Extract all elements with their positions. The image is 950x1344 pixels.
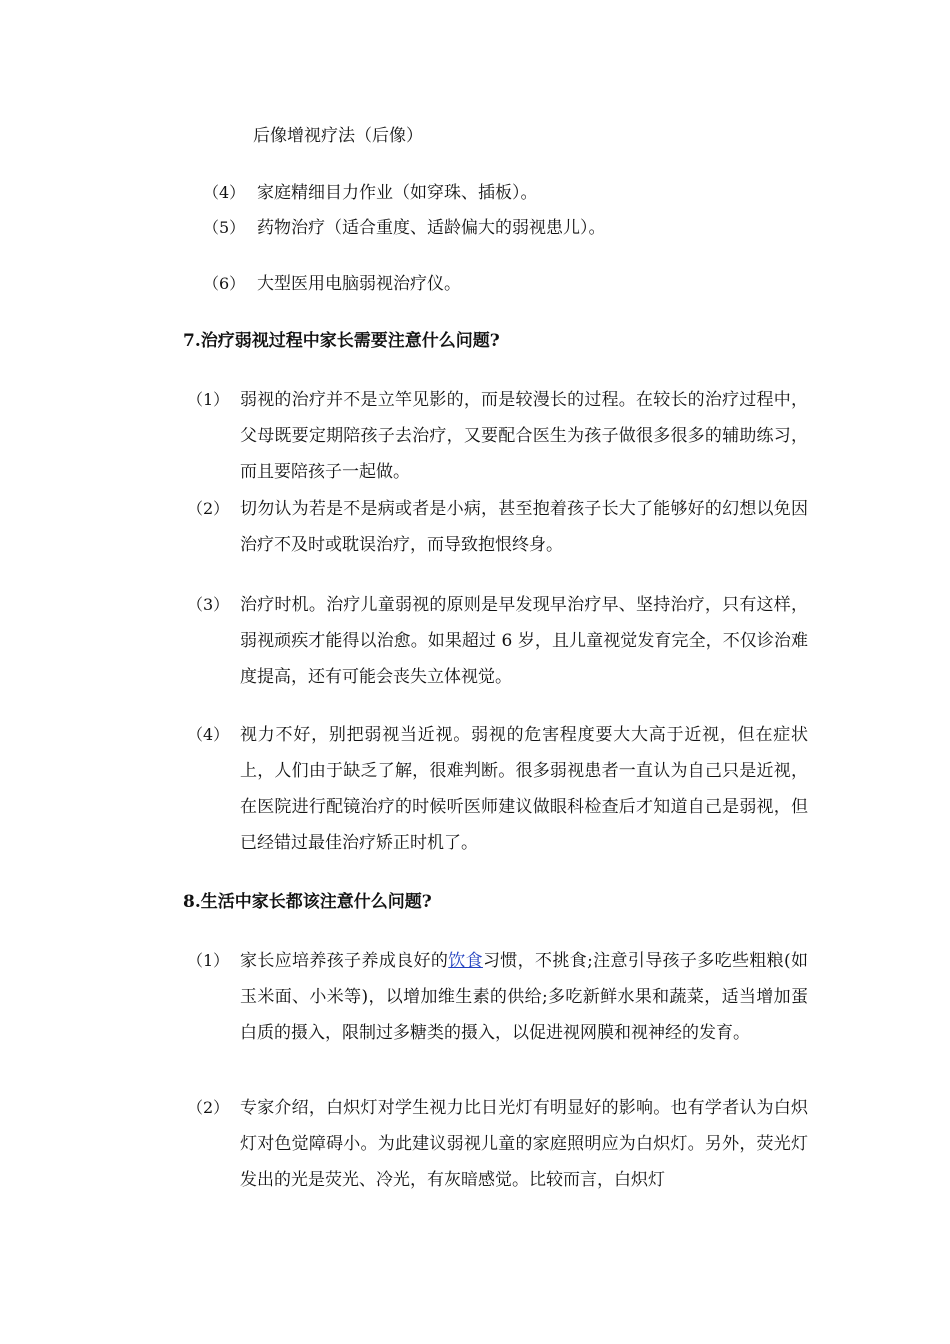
diet-link[interactable]: 饮食 <box>448 951 483 971</box>
list-item-paragraph: 弱视的治疗并不是立竿见影的，而是较漫长的过程。在较长的治疗过程中，父母既要定期陪孩子去治疗，又要配合医生为孩子做很多很多的辅助练习，而且要陪孩子一起做。 <box>240 390 808 482</box>
paragraph-text: 习惯，不挑食;注意引导孩子多吃些粗粮(如玉米面、小米等)，以增加维生素的供给;多吃新鲜水果和蔬菜，适当增加蛋白质的摄入，限制过多糖类的摄入，以促进视网膜和视神经的发育。 <box>240 951 809 1043</box>
list-item-paragraph: 治疗时机。治疗儿童弱视的原则是早发现早治疗早、坚持治疗，只有这样，弱视顽疾才能得以治愈。如果超过 6 岁，且儿童视觉发育完全，不仅诊治难度提高，还有可能会丧失立体视觉。 <box>240 595 808 687</box>
list-item-number: （2） <box>187 1098 230 1117</box>
list-item-number: （1） <box>187 390 230 409</box>
list-item-text: 家庭精细目力作业（如穿珠、插板）。 <box>257 183 538 203</box>
list-item-number: （3） <box>187 595 230 614</box>
list-item-paragraph: 视力不好，别把弱视当近视。弱视的危害程度要大大高于近视，但在症状上，人们由于缺乏了解，很难判断。很多弱视患者一直认为自己只是近视，在医院进行配镜治疗的时候听医师建议做眼科检查后才知道自己是弱视，但已经错过最佳治疗矫正时机了。 <box>240 725 808 853</box>
section-heading: 8.生活中家长都该注意什么问题? <box>183 892 432 912</box>
list-item-number: （4） <box>187 725 230 744</box>
paragraph-text: 家长应培养孩子养成良好的 <box>240 951 449 971</box>
list-item-paragraph: 专家介绍，白炽灯对学生视力比日光灯有明显好的影响。也有学者认为白炽灯对色觉障碍小。为此建议弱视儿童的家庭照明应为白炽灯。另外，荧光灯发出的光是荧光、冷光，有灰暗感觉。比较而言，白炽灯 <box>240 1098 808 1190</box>
list-item-paragraph <box>240 943 808 1051</box>
list-item-text: 药物治疗（适合重度、适龄偏大的弱视患儿）。 <box>257 218 606 238</box>
list-item-paragraph: 切勿认为若是不是病或者是小病，甚至抱着孩子长大了能够好的幻想以免因治疗不及时或耽误治疗，而导致抱恨终身。 <box>240 499 808 555</box>
section-heading: 7.治疗弱视过程中家长需要注意什么问题? <box>183 331 500 351</box>
list-item-number: （2） <box>187 499 230 518</box>
afterimage-therapy-line: 后像增视疗法（后像） <box>253 126 423 146</box>
list-item-number: （6） <box>203 274 246 293</box>
list-item-number: （1） <box>187 951 230 970</box>
list-item-number: （5） <box>203 218 246 237</box>
list-item-number: （4） <box>203 183 246 202</box>
list-item-text: 大型医用电脑弱视治疗仪。 <box>257 274 461 294</box>
